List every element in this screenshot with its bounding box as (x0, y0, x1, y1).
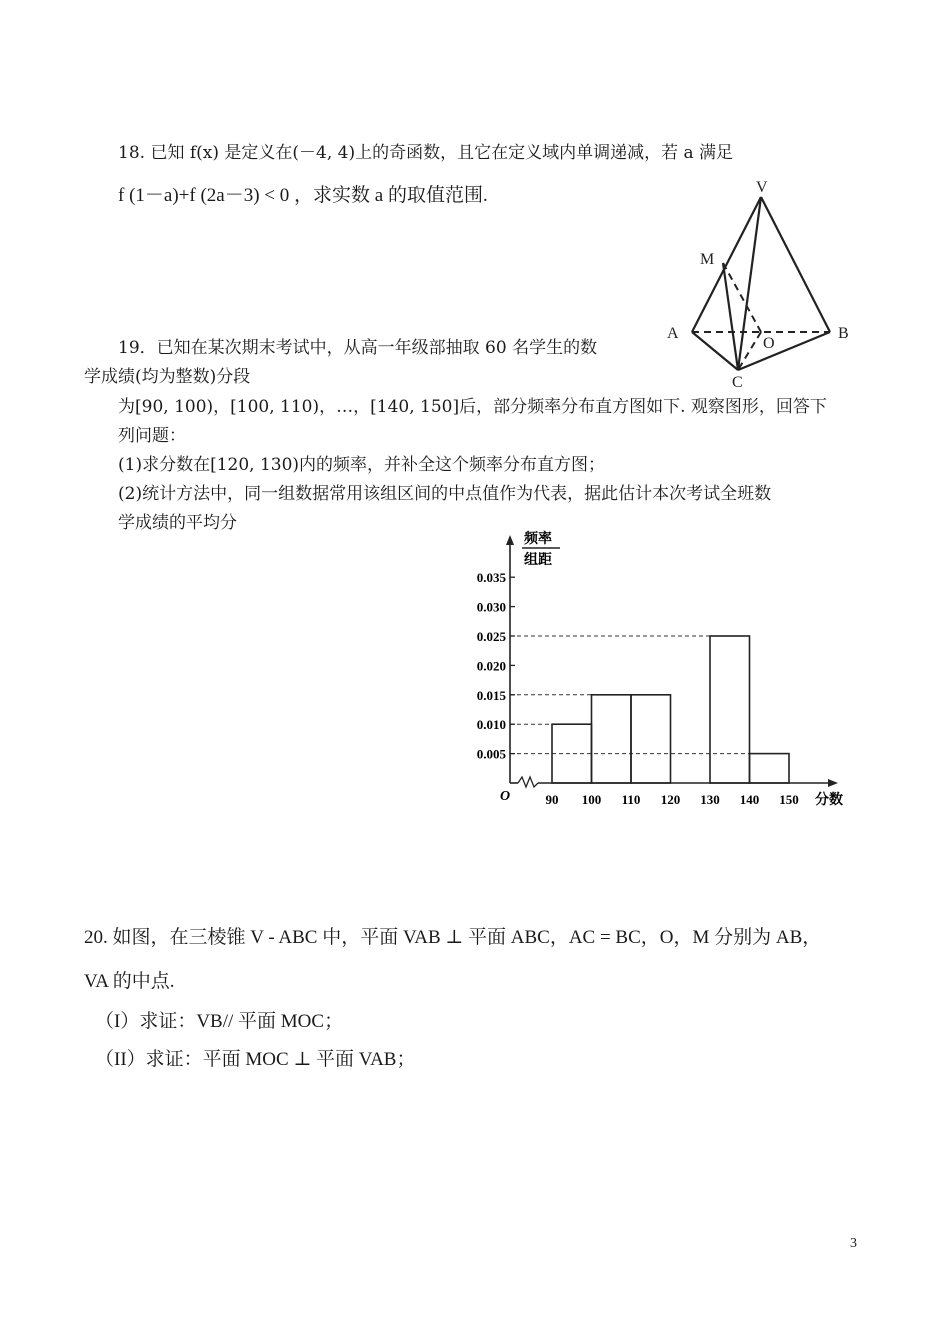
q20-line3: （I）求证：VB// 平面 MOC； (95, 1011, 344, 1032)
x-tick-label-5: 140 (739, 792, 760, 807)
label-V: V (756, 179, 768, 196)
histogram-bar-130 (710, 636, 750, 783)
y-tick-label-5: 0.030 (476, 599, 506, 615)
histogram-bar-140 (750, 754, 790, 783)
edge-MC (723, 263, 738, 370)
y-tick-label-0: 0.005 (476, 746, 506, 762)
xlabel: 分数 (815, 792, 843, 808)
q20-line1: 20. 如图，在三棱锥 V - ABC 中，平面 VAB ⊥ 平面 ABC，AC = BC，O，M 分别为 AB， (84, 927, 822, 948)
pyramid-figure (660, 178, 860, 388)
histogram-bar-110 (631, 695, 671, 783)
edge-VC (738, 197, 761, 370)
x-tick-label-2: 110 (621, 792, 641, 807)
origin-label: O (500, 789, 511, 804)
q19-line5: (1)求分数在[120, 130)内的频率，并补全这个频率分布直方图； (118, 455, 606, 475)
label-O: O (763, 335, 775, 352)
q18-line1: 18. 已知 f(x) 是定义在(－4, 4)上的奇函数，且它在定义域内单调递减，若 a 满足 (118, 143, 734, 163)
q19-line4: 列问题： (118, 426, 186, 446)
x-tick-label-3: 120 (660, 792, 681, 807)
x-tick-label-4: 130 (700, 792, 720, 807)
edge-AC (692, 332, 738, 370)
label-B: B (838, 325, 849, 342)
q19-line1: 19．已知在某次期末考试中，从高一年级部抽取 60 名学生的数 (118, 338, 598, 358)
q20-line4: （II）求证：平面 MOC ⊥ 平面 VAB； (95, 1049, 416, 1070)
q19-line3: 为[90, 100)，[100, 110)，…，[140, 150]后，部分频率分布直方图如下. 观察图形，回答下 (118, 397, 827, 417)
page-number: 3 (850, 1236, 857, 1251)
frequency-histogram (460, 525, 860, 815)
x-tick-label-0: 90 (545, 792, 559, 807)
q19-line2: 学成绩(均为整数)分段 (84, 367, 251, 387)
edge-BC (738, 332, 830, 370)
y-tick-label-4: 0.025 (476, 629, 506, 644)
x-tick-label-1: 100 (581, 792, 602, 807)
q18-line2: f (1－a)+f (2a－3) < 0 ，求实数 a 的取值范围. (118, 185, 488, 206)
histogram-bar-100 (592, 695, 632, 783)
label-A: A (667, 325, 679, 342)
ylabel-top: 频率 (524, 531, 552, 547)
q19-line6: (2)统计方法中，同一组数据常用该组区间的中点值作为代表，据此估计本次考试全班数 (118, 484, 772, 504)
label-M: M (700, 251, 715, 268)
axis-break-zigzag (518, 777, 538, 787)
q19-line7: 学成绩的平均分 (118, 513, 237, 533)
ylabel-bottom: 组距 (524, 552, 552, 568)
y-tick-label-2: 0.015 (476, 687, 506, 703)
label-C: C (732, 374, 743, 388)
edge-VB (761, 197, 830, 332)
x-tick-label-6: 150 (779, 792, 799, 807)
y-tick-label-1: 0.010 (476, 717, 506, 733)
y-axis-arrow (506, 535, 514, 545)
y-tick-label-6: 0.035 (476, 570, 506, 586)
y-tick-label-3: 0.020 (476, 658, 506, 674)
q20-line2: VA 的中点. (84, 971, 175, 992)
histogram-bar-90 (552, 724, 592, 783)
x-axis-arrow (828, 779, 838, 787)
